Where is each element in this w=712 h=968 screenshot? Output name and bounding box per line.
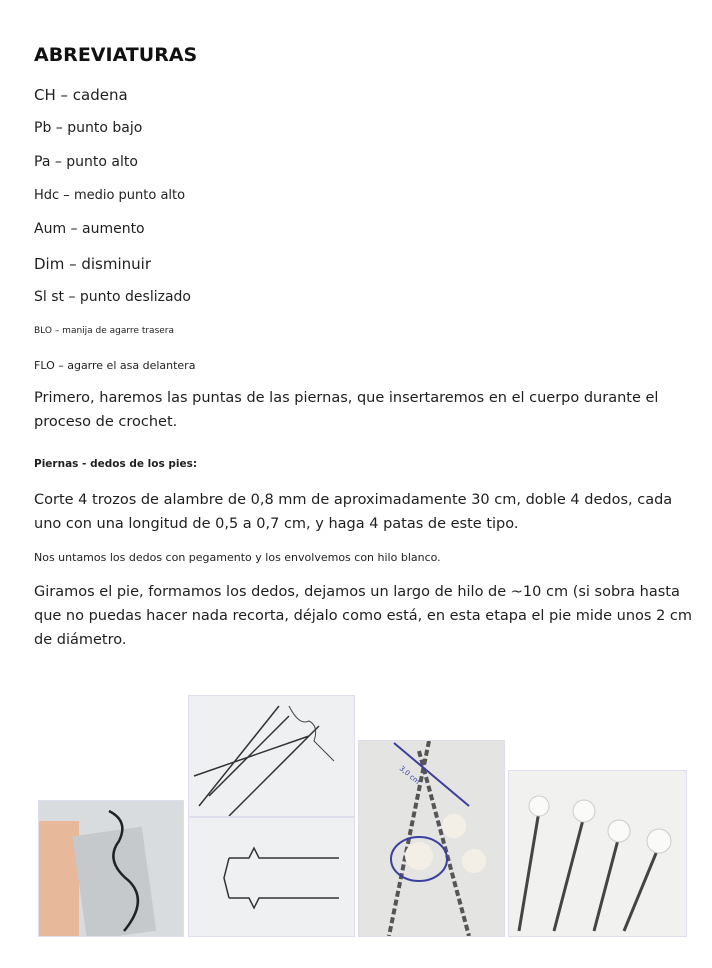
abbr-aum: Aum – aumento — [34, 221, 145, 237]
paragraph-glue: Nos untamos los dedos con pegamento y los envolvemos con hilo blanco. — [34, 551, 441, 564]
abbr-hdc: Hdc – medio punto alto — [34, 188, 186, 203]
photo-bent-wires — [188, 695, 355, 817]
paragraph-cut-wire: Corte 4 trozos de alambre de 0,8 mm de aproximadamente 30 cm, doble 4 dedos, cada uno con una longitud de 0,5 a 0,7 cm, y haga 4 patas de este tipo. — [34, 492, 673, 532]
photo-wire-ruler — [38, 800, 184, 937]
abbr-flo: FLO – agarre el asa delantera — [34, 359, 196, 372]
abbr-blo: BLO – manija de agarre trasera — [34, 326, 175, 336]
abbr-pb: Pb – punto bajo — [34, 120, 143, 136]
section-heading: Piernas - dedos de los pies: — [34, 458, 198, 470]
intro-paragraph: Primero, haremos las puntas de las piernas, que insertaremos en el cuerpo durante el proceso de crochet. — [34, 390, 659, 430]
abbr-ch: CH – cadena — [34, 86, 128, 104]
page-title: ABREVIATURAS — [34, 44, 198, 66]
abbr-slst: Sl st – punto deslizado — [34, 289, 192, 305]
photo-toes-wire — [188, 817, 355, 937]
abbr-dim: Dim – disminuir — [34, 255, 151, 273]
abbr-pa: Pa – punto alto — [34, 154, 138, 170]
photo-measure-label: 3,0 cm — [397, 764, 422, 786]
paragraph-turn-foot: Giramos el pie, formamos los dedos, dejamos un largo de hilo de ~10 cm (si sobra hasta que no puedas hacer nada recorta, déjalo como está, en esta etapa el pie mide unos 2 cm de diámetro. — [34, 584, 693, 648]
photo-finished-feet — [508, 770, 687, 937]
photo-wrapped-toes — [358, 740, 505, 937]
